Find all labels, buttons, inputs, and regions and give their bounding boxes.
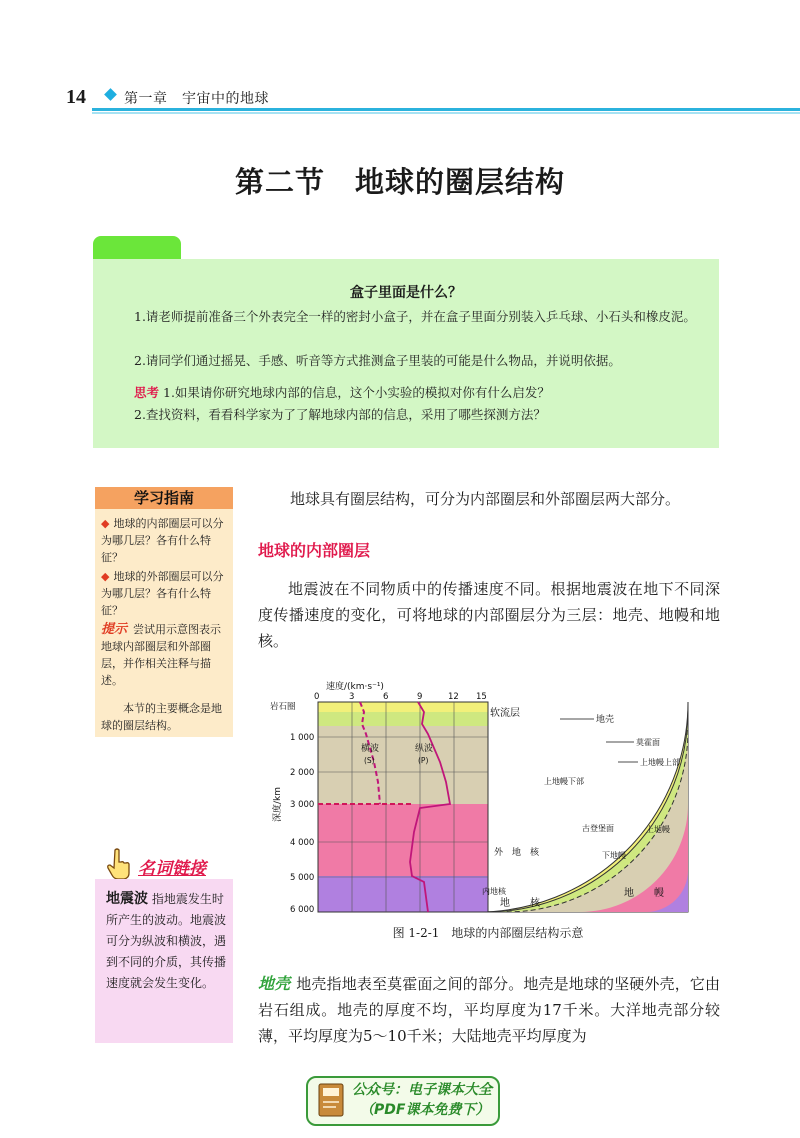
lower-mantle-callout: 下地幔 xyxy=(602,851,626,860)
think-label: 思考 xyxy=(134,385,160,400)
depth-tick-4000: 4 000 xyxy=(290,838,315,848)
term-definition xyxy=(106,889,226,994)
guide-q2-text: 地球的外部圈层可以分为哪几层？各有什么特征？ xyxy=(101,570,224,617)
s-wave-label: 横波 xyxy=(361,744,380,754)
crust-callout: 地壳 xyxy=(596,715,615,725)
intro-paragraph: 地球具有圈层结构，可分为内部圈层和外部圈层两大部分。 xyxy=(290,490,681,508)
page-number: 14 xyxy=(66,86,86,108)
term-definition-text: 指地震发生时所产生的波动。地震波可分为纵波和横波，遇到不同的介质，其传播速度就会发生变化。 xyxy=(106,892,227,990)
earth-layers-figure xyxy=(268,672,708,918)
activity-tab xyxy=(93,236,181,260)
speed-tick-9: 9 xyxy=(417,692,423,702)
guide-question-1 xyxy=(101,515,229,566)
depth-tick-6000: 6 000 xyxy=(290,905,315,915)
paragraph-seismic: 地震波在不同物质中的传播速度不同。根据地震波在地下不同深度传播速度的变化，可将地球的内部圈层分为三层：地壳、地幔和地核。 xyxy=(258,580,720,650)
depth-panel xyxy=(318,702,488,912)
crust-label: 地壳 xyxy=(258,974,291,993)
guide-title: 学习指南 xyxy=(95,487,233,509)
depth-tick-3000: 3 000 xyxy=(290,800,315,810)
guide-q1-text: 地球的内部圈层可以分为哪几层？各有什么特征？ xyxy=(101,517,224,564)
panel-asthen xyxy=(318,712,488,726)
speed-tick-0: 0 xyxy=(314,692,320,702)
mantle-label: 地 幔 xyxy=(624,888,664,899)
figure-layers xyxy=(478,702,688,912)
section-title: 第二节 地球的圈层结构 xyxy=(234,165,565,199)
upper-lower-mantle-callout: 上地幔下部 xyxy=(544,777,584,786)
inner-layers-heading: 地球的内部圈层 xyxy=(258,541,371,560)
speed-tick-15: 15 xyxy=(476,692,487,702)
depth-tick-1000: 1 000 xyxy=(290,733,315,743)
panel-outer-core xyxy=(318,804,488,876)
term-word: 地震波 xyxy=(106,891,148,907)
guide-question-2 xyxy=(101,568,229,619)
footer-line-2: （PDF课本免费下） xyxy=(360,1102,490,1118)
outer-core-label: 外 地 核 xyxy=(494,848,540,858)
p-wave-label: 纵波 xyxy=(415,744,434,754)
depth-axis-label: 深度/km xyxy=(273,786,283,822)
activity-item-2: 2.请同学们通过摇晃、手感、听音等方式推测盒子里装的可能是什么物品，并说明依据。 xyxy=(134,353,621,368)
book-icon xyxy=(316,1082,346,1118)
rock-layer-label: 岩石圈 xyxy=(270,702,296,712)
depth-tick-5000: 5 000 xyxy=(290,873,315,883)
panel-crust xyxy=(318,702,488,712)
speed-tick-3: 3 xyxy=(349,692,355,702)
header-rule-light xyxy=(92,112,800,114)
think-text-1: 1.如果请你研究地球内部的信息，这个小实验的模拟对你有什么启发？ xyxy=(163,385,550,400)
term-link-title: 名词链接 xyxy=(138,859,206,879)
activity-item-1: 1.请老师提前准备三个外表完全一样的密封小盒子，并在盒子里面分别装入乒乓球、小石头和橡皮泥。 xyxy=(134,309,696,324)
p-wave-sub: (P) xyxy=(418,756,429,765)
think-item-2: 2.查找资料，看看科学家为了了解地球内部的信息，采用了哪些探测方法？ xyxy=(134,407,546,422)
header-rule xyxy=(92,108,800,111)
guide-hint-text: 尝试用示意图表示地球内部圈层和外部圈层，并作相关注释与描述。 xyxy=(101,623,222,687)
core-label: 地 核 xyxy=(500,898,540,909)
upper-mantle-callout: 上地幔 xyxy=(646,825,670,834)
speed-tick-12: 12 xyxy=(448,692,459,702)
activity-title: 盒子里面是什么？ xyxy=(350,285,462,301)
inner-core-label: 内地核 xyxy=(482,887,506,896)
gutenberg-callout: 古登堡面 xyxy=(582,824,614,833)
paragraph-crust xyxy=(258,971,720,1049)
think-item-1 xyxy=(110,382,702,404)
diamond-icon: ◆ xyxy=(101,517,110,530)
panel-inner-core xyxy=(318,876,488,912)
speed-tick-6: 6 xyxy=(383,692,389,702)
paragraph-crust-text: 地壳指地表至莫霍面之间的部分。地壳是地球的坚硬外壳，它由岩石组成。地壳的厚度不均，平均厚度为17千米。大洋地壳部分较薄，平均厚度为5～10千米；大陆地壳平均厚度为 xyxy=(258,975,720,1045)
chapter-diamond-icon xyxy=(104,88,117,101)
figure-caption: 图 1-2-1 地球的内部圈层结构示意 xyxy=(392,926,584,940)
moho-callout: 莫霍面 xyxy=(636,738,660,747)
panel-mantle xyxy=(318,726,488,804)
upper-upper-mantle-callout: 上地幔上部 xyxy=(640,758,680,767)
guide-summary: 本节的主要概念是地球的圈层结构。 xyxy=(101,702,222,732)
speed-axis-label: 速度/(km·s⁻¹) xyxy=(326,682,384,692)
guide-hint xyxy=(101,621,229,689)
chapter-label: 第一章 宇宙中的地球 xyxy=(124,91,269,107)
hint-label: 提示 xyxy=(101,622,128,637)
asthenosphere-label: 软流层 xyxy=(490,708,520,719)
pointing-hand-icon xyxy=(106,848,132,880)
footer-line-1: 公众号：电子课本大全 xyxy=(352,1082,492,1098)
diamond-icon: ◆ xyxy=(101,570,110,583)
s-wave-sub: (S) xyxy=(364,756,375,765)
depth-tick-2000: 2 000 xyxy=(290,768,315,778)
